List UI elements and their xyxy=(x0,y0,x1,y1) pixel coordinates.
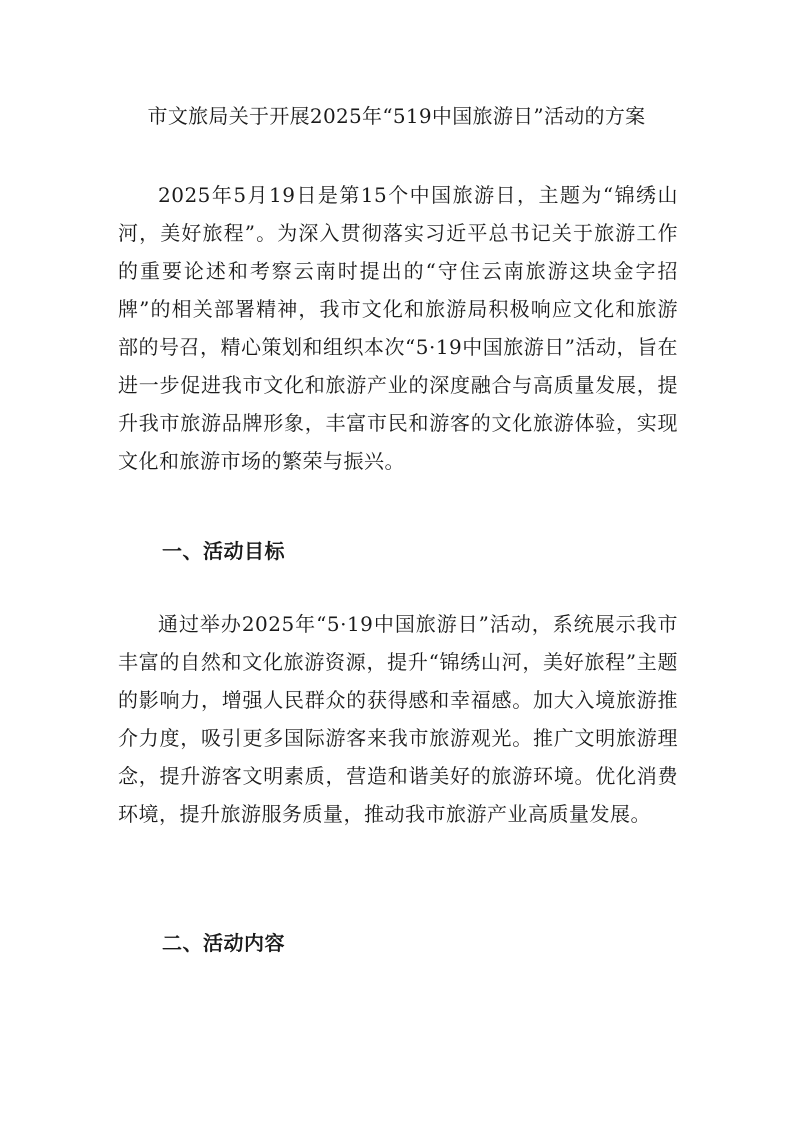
intro-paragraph: 2025年5月19日是第15个中国旅游日，主题为“锦绣山河，美好旅程”。为深入贯彻落实习近平总书记关于旅游工作的重要论述和考察云南时提出的“守住云南旅游这块金字招牌”的相关部署精神，我市文化和旅游局积极响应文化和旅游部的号召，精心策划和组织本次“5·19中国旅游日”活动，旨在进一步促进我市文化和旅游产业的深度融合与高质量发展，提升我市旅游品牌形象，丰富市民和游客的文化旅游体验，实现文化和旅游市场的繁荣与振兴。 xyxy=(118,183,678,473)
section-heading-content: 二、活动内容 xyxy=(162,931,285,955)
section-heading-goals: 一、活动目标 xyxy=(162,539,285,563)
document-title: 市文旅局关于开展2025年“519中国旅游日”活动的方案 xyxy=(147,104,646,128)
goals-paragraph: 通过举办2025年“5·19中国旅游日”活动，系统展示我市丰富的自然和文化旅游资源，提升“锦绣山河，美好旅程”主题的影响力，增强人民群众的获得感和幸福感。加大入境旅游推介力度，吸引更多国际游客来我市旅游观光。推广文明旅游理念，提升游客文明素质，营造和谐美好的旅游环境。优化消费环境，提升旅游服务质量，推动我市旅游产业高质量发展。 xyxy=(118,612,678,826)
